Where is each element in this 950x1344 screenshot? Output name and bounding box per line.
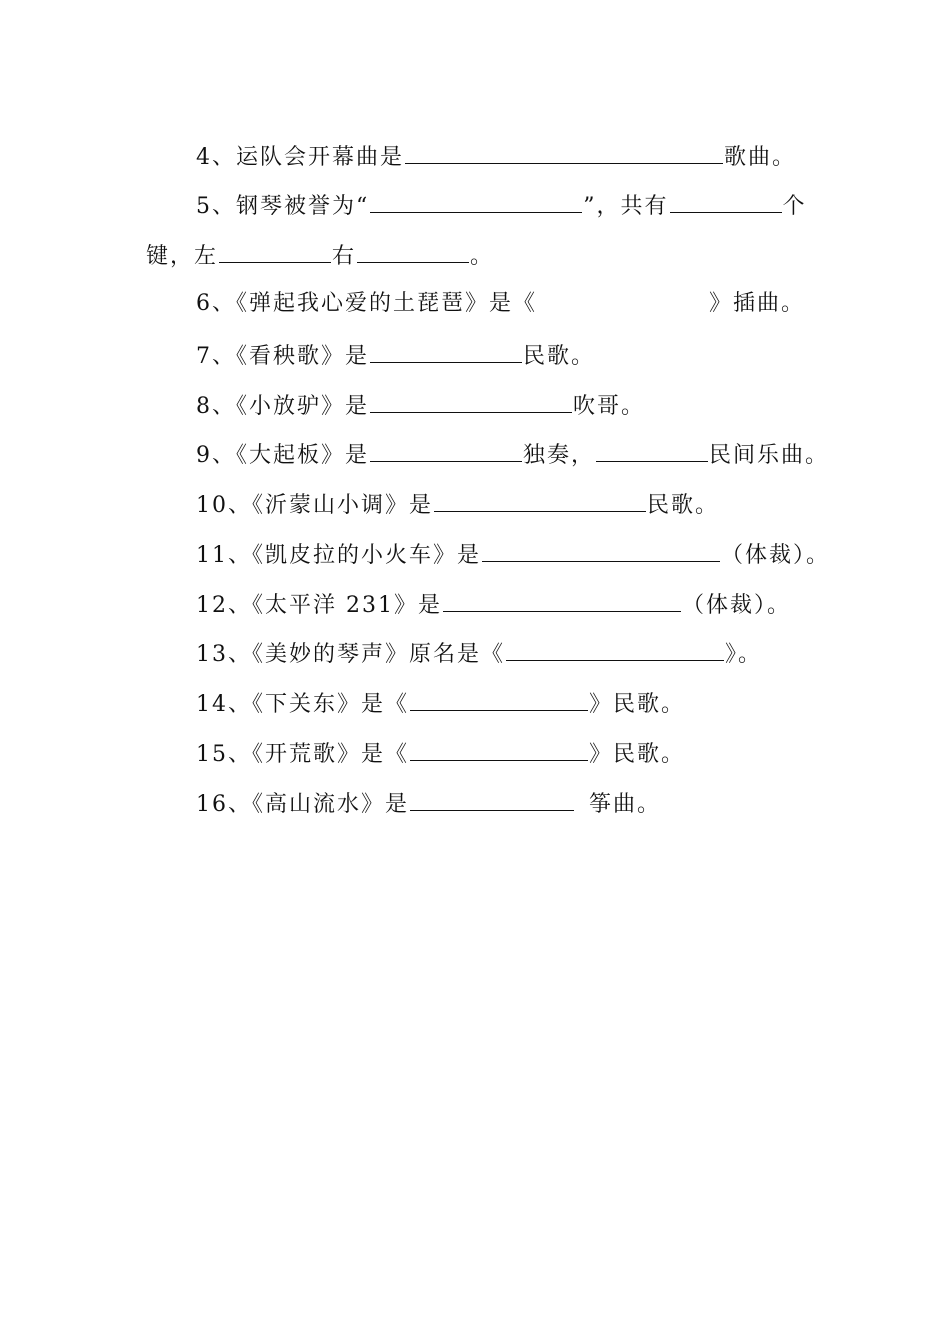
question-text: （体裁）。 xyxy=(682,593,792,618)
answer-blank[interactable] xyxy=(670,190,782,213)
question-16 xyxy=(196,788,661,819)
question-number: 7、 xyxy=(196,344,236,369)
question-6 xyxy=(196,290,805,318)
question-number: 5、 xyxy=(196,194,236,219)
question-text: 《高山流水》是 xyxy=(252,792,410,817)
question-text: 筝曲。 xyxy=(589,792,662,817)
question-12 xyxy=(196,589,791,620)
question-14 xyxy=(196,688,685,719)
answer-blank[interactable] xyxy=(410,738,588,761)
answer-blank[interactable] xyxy=(506,638,724,661)
answer-blank[interactable] xyxy=(410,788,574,811)
question-text: 《美妙的琴声》原名是《 xyxy=(252,642,506,667)
question-text: 》插曲。 xyxy=(709,291,806,316)
question-10 xyxy=(196,489,719,520)
answer-blank[interactable] xyxy=(370,340,522,363)
question-5-continued xyxy=(146,240,494,271)
question-text: ”，共有 xyxy=(583,194,669,219)
question-8 xyxy=(196,390,645,421)
question-text: 》。 xyxy=(725,642,763,667)
answer-blank[interactable] xyxy=(370,390,572,413)
question-text: 》民歌。 xyxy=(589,692,686,717)
question-text: 《弹起我心爱的土琵琶》是《 xyxy=(236,291,538,316)
question-text: 《凯皮拉的小火车》是 xyxy=(252,543,482,568)
question-text: 键，左 xyxy=(146,244,219,269)
question-number: 16、 xyxy=(196,792,252,817)
question-13 xyxy=(196,638,762,669)
question-text: 钢琴被誉为“ xyxy=(236,194,370,219)
question-number: 15、 xyxy=(196,742,252,767)
question-text: 。 xyxy=(470,244,495,269)
question-text: 歌曲。 xyxy=(724,145,797,170)
question-text: 《大起板》是 xyxy=(236,443,370,468)
question-text: 运队会开幕曲是 xyxy=(236,145,405,170)
question-text: 个 xyxy=(782,194,807,219)
answer-blank[interactable] xyxy=(357,240,469,263)
answer-blank[interactable] xyxy=(219,240,331,263)
question-4 xyxy=(196,141,796,172)
answer-blank[interactable] xyxy=(370,439,522,462)
answer-blank[interactable] xyxy=(482,539,720,562)
answer-blank[interactable] xyxy=(434,489,646,512)
question-text: 《看秧歌》是 xyxy=(236,344,370,369)
question-number: 8、 xyxy=(196,394,236,419)
question-text: 《太平洋 231》是 xyxy=(252,593,442,618)
question-text: 民歌。 xyxy=(523,344,596,369)
question-5 xyxy=(196,190,807,221)
question-number: 14、 xyxy=(196,692,252,717)
question-text: 《小放驴》是 xyxy=(236,394,370,419)
question-number: 13、 xyxy=(196,642,252,667)
question-text: 《开荒歌》是《 xyxy=(252,742,410,767)
answer-blank[interactable] xyxy=(370,190,582,213)
question-text: 民歌。 xyxy=(647,493,720,518)
question-number: 10、 xyxy=(196,493,252,518)
answer-blank[interactable] xyxy=(443,589,681,612)
question-number: 4、 xyxy=(196,145,236,170)
question-text: 独奏， xyxy=(523,443,596,468)
question-text: 民间乐曲。 xyxy=(709,443,830,468)
question-text: （体裁）。 xyxy=(721,543,831,568)
question-text: 》民歌。 xyxy=(589,742,686,767)
question-number: 9、 xyxy=(196,443,236,468)
question-text: 《沂蒙山小调》是 xyxy=(252,493,434,518)
question-11 xyxy=(196,539,830,570)
question-number: 11、 xyxy=(196,543,252,568)
question-7 xyxy=(196,340,595,371)
question-text: 《下关东》是《 xyxy=(252,692,410,717)
question-9 xyxy=(196,439,829,470)
question-number: 6、 xyxy=(196,291,236,316)
question-15 xyxy=(196,738,685,769)
question-number: 12、 xyxy=(196,593,252,618)
answer-blank[interactable] xyxy=(596,439,708,462)
question-text: 右 xyxy=(332,244,357,269)
answer-blank[interactable] xyxy=(410,688,588,711)
question-text: 吹哥。 xyxy=(573,394,646,419)
answer-blank[interactable] xyxy=(405,141,723,164)
